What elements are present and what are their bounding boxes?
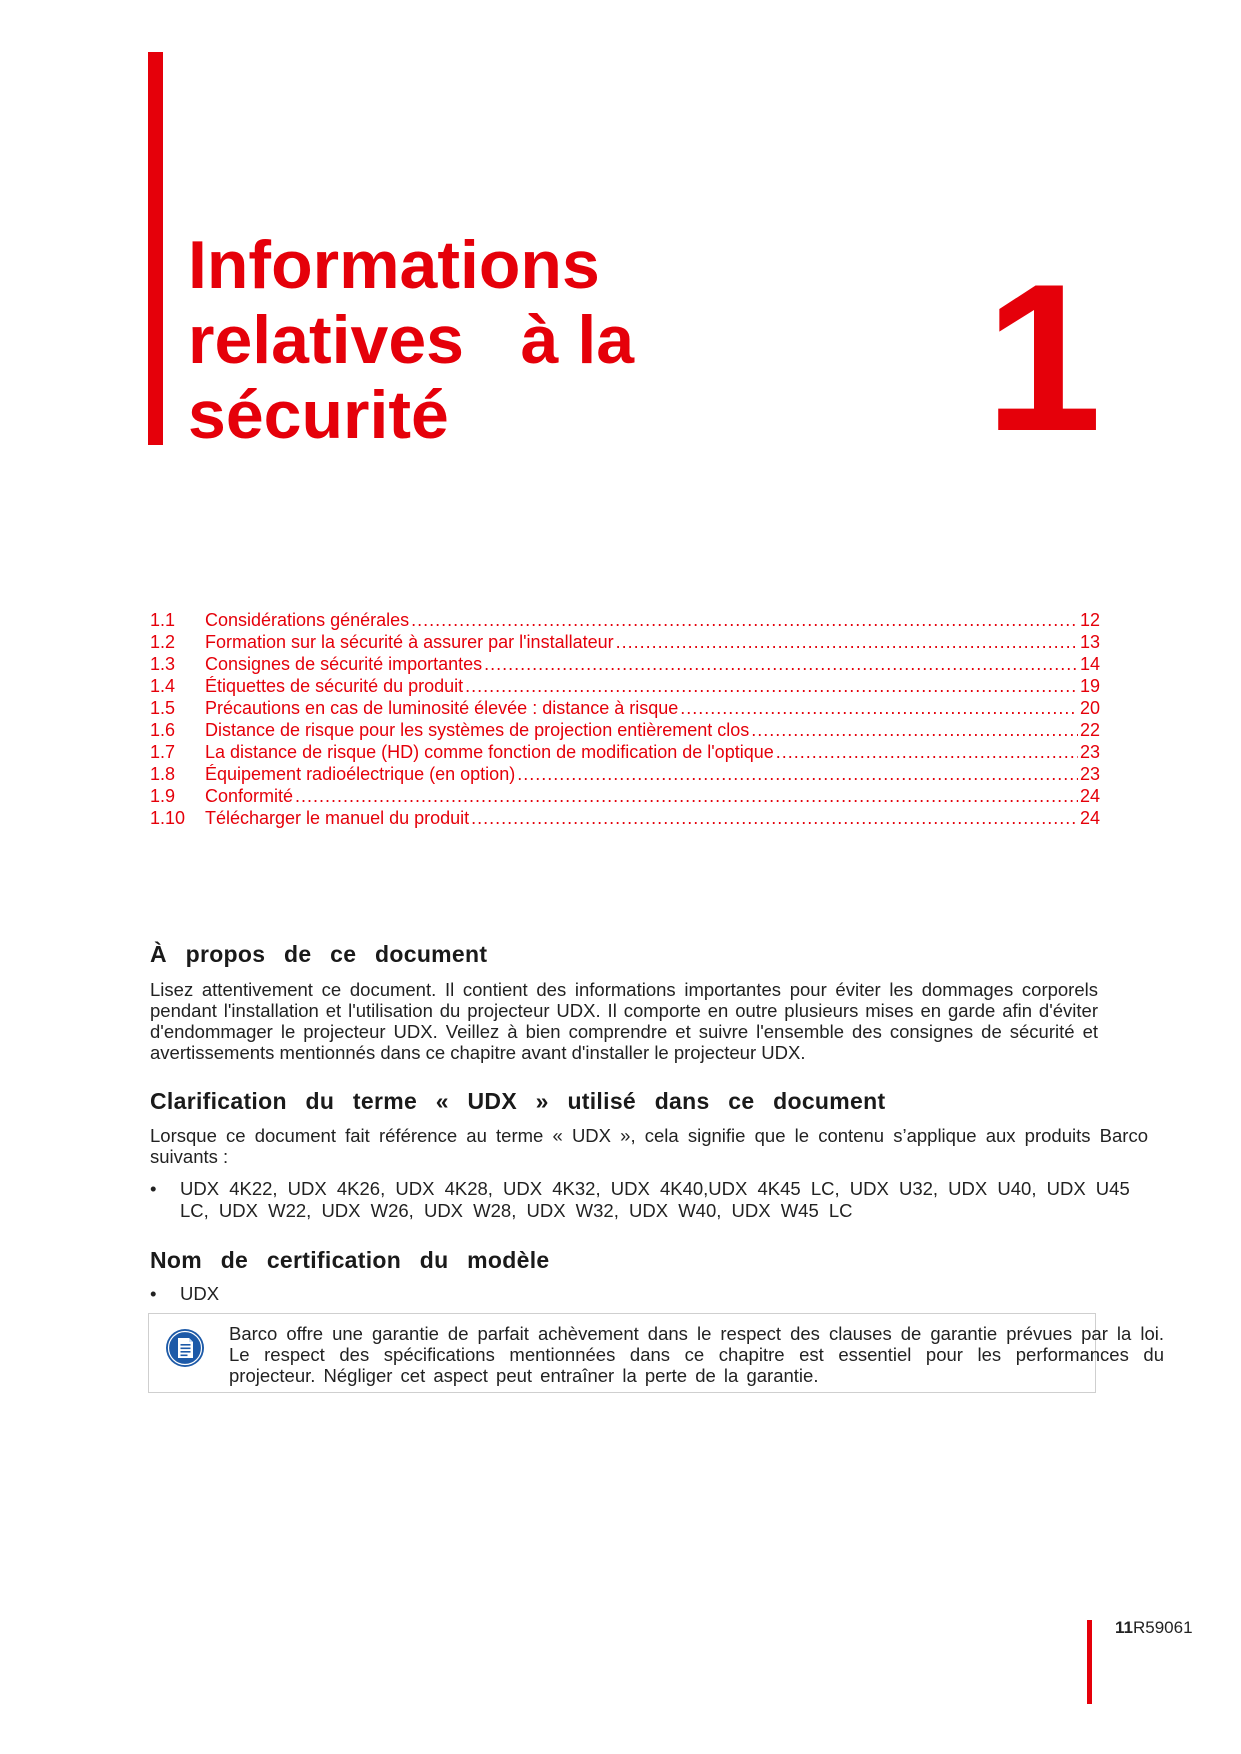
chapter-number: 1 [985, 240, 1102, 475]
toc-page: 23 [1079, 742, 1100, 762]
toc-number: 1.7 [150, 742, 176, 762]
product-list [150, 1178, 1160, 1222]
toc-page: 24 [1079, 786, 1100, 806]
toc-number: 1.8 [150, 764, 176, 784]
about-paragraph: Lisez attentivement ce document. Il contient des informations importantes pour éviter les dommages corporels pendant l'installation et l'utilisation du projecteur UDX. Il comporte en outre plusieurs mises en garde afin d'éviter d'endommager le projecteur UDX. Veillez à bien comprendre et suivre l'ensemble des consignes de sécurité et avertissements mentionnés dans ce chapitre avant d'installer le projecteur UDX. [150, 979, 1098, 1063]
toc-entry-1-4[interactable] [150, 676, 1100, 698]
toc-title: La distance de risque (HD) comme fonction de modification de l'optique [205, 742, 774, 762]
chapter-accent-bar [148, 52, 163, 445]
footer-accent-bar [1087, 1620, 1092, 1704]
toc-entry-1-5[interactable] [150, 698, 1100, 720]
toc-page: 13 [1079, 632, 1100, 652]
table-of-contents [150, 610, 1100, 830]
toc-leader [295, 786, 1078, 807]
toc-page: 14 [1079, 654, 1100, 674]
toc-title: Précautions en cas de luminosité élevée : distance à risque [205, 698, 679, 718]
clarification-heading: Clarification du terme « UDX » utilisé dans ce document [150, 1088, 886, 1114]
toc-page: 20 [1079, 698, 1100, 718]
toc-number: 1.6 [150, 720, 176, 740]
toc-leader [751, 720, 1078, 741]
toc-entry-1-2[interactable] [150, 632, 1100, 654]
certification-list [150, 1283, 219, 1305]
about-heading: À propos de ce document [150, 941, 488, 967]
toc-entry-1-6[interactable] [150, 720, 1100, 742]
toc-title: Télécharger le manuel du produit [205, 808, 470, 828]
page-footer [1115, 1618, 1193, 1638]
toc-number: 1.2 [150, 632, 176, 652]
toc-leader [517, 764, 1078, 785]
toc-title: Formation sur la sécurité à assurer par l'installateur [205, 632, 614, 652]
chapter-title-line-1: Informations [188, 227, 600, 303]
chapter-title-line-3: sécurité [188, 377, 449, 453]
toc-leader [411, 610, 1078, 631]
toc-title: Distance de risque pour les systèmes de projection entièrement clos [205, 720, 750, 740]
list-item: • UDX [150, 1283, 219, 1305]
toc-title: Consignes de sécurité importantes [205, 654, 483, 674]
toc-entry-1-10[interactable] [150, 808, 1100, 830]
toc-entry-1-9[interactable] [150, 786, 1100, 808]
clarification-paragraph: Lorsque ce document fait référence au terme « UDX », cela signifie que le contenu s’applique aux produits Barco suivants : [150, 1125, 1148, 1167]
toc-page: 23 [1079, 764, 1100, 784]
toc-number: 1.1 [150, 610, 176, 630]
toc-entry-1-7[interactable] [150, 742, 1100, 764]
toc-entry-1-8[interactable] [150, 764, 1100, 786]
toc-page: 19 [1079, 676, 1100, 696]
toc-leader [471, 808, 1078, 829]
note-icon [165, 1328, 205, 1368]
toc-title: Équipement radioélectrique (en option) [205, 764, 516, 784]
toc-number: 1.4 [150, 676, 176, 696]
toc-number: 1.10 [150, 808, 186, 828]
toc-title: Étiquettes de sécurité du produit [205, 676, 464, 696]
toc-leader [680, 698, 1078, 719]
document-code: R59061 [1132, 1618, 1193, 1637]
toc-page: 12 [1079, 610, 1100, 630]
toc-number: 1.5 [150, 698, 176, 718]
toc-leader [484, 654, 1078, 675]
toc-entry-1-3[interactable] [150, 654, 1100, 676]
toc-leader [465, 676, 1078, 697]
page-number: 11 [1115, 1618, 1133, 1637]
toc-leader [616, 632, 1078, 653]
toc-entry-1-1[interactable] [150, 610, 1100, 632]
toc-page: 22 [1079, 720, 1100, 740]
toc-page: 24 [1079, 808, 1100, 828]
toc-title: Conformité [205, 786, 294, 806]
note-box [148, 1313, 1164, 1393]
chapter-title [188, 228, 808, 453]
toc-title: Considérations générales [205, 610, 410, 630]
chapter-title-line-2: relatives à la [188, 302, 635, 378]
toc-number: 1.9 [150, 786, 176, 806]
toc-leader [776, 742, 1078, 763]
note-text: Barco offre une garantie de parfait achèvement dans le respect des clauses de garantie prévues par la loi. Le respect des spécifications mentionnées dans ce chapitre est essentiel pour les performances du projecteur. Négliger cet aspect peut entraîner la perte de la garantie. [229, 1323, 1164, 1386]
list-item: • UDX 4K22, UDX 4K26, UDX 4K28, UDX 4K32, UDX 4K40,UDX 4K45 LC, UDX U32, UDX U40, UDX U45 LC, UDX W22, UDX W26, UDX W28, UDX W32, UDX W40, UDX W45 LC [150, 1178, 1160, 1222]
toc-number: 1.3 [150, 654, 176, 674]
certification-heading: Nom de certification du modèle [150, 1247, 550, 1273]
